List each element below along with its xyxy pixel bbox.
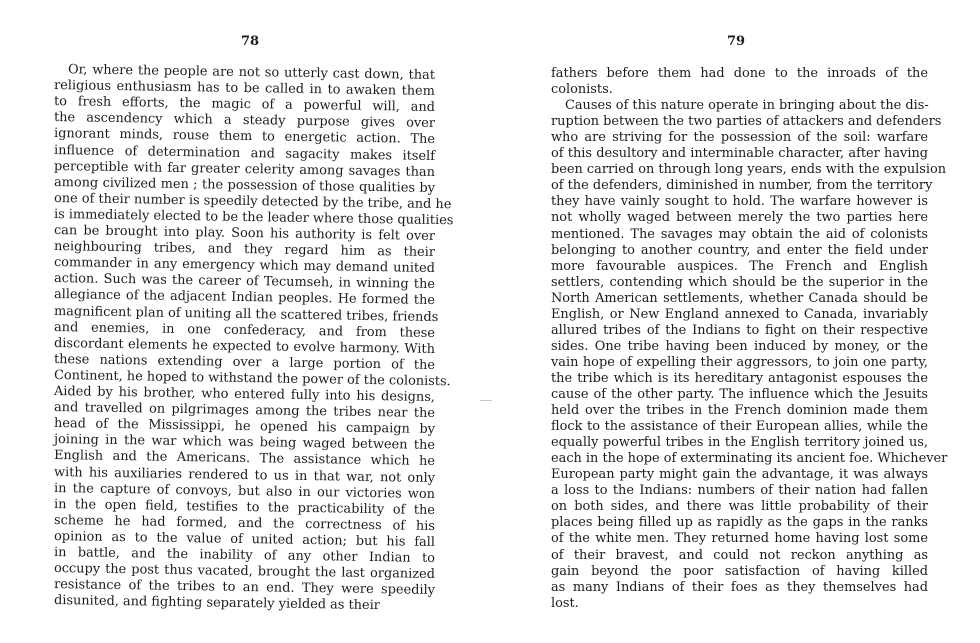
text-line: and enemies, in one confederacy, and from these xyxy=(53,319,436,341)
text-line: these nations extending over a large portion of the xyxy=(53,351,436,373)
text-line: of their bravest, and could not reckon anything as xyxy=(551,547,928,563)
text-line: allegiance of the adjacent Indian peoples. He formed the xyxy=(53,287,436,309)
text-line: been carried on through long years, ends with the expulsion xyxy=(551,162,947,178)
text-line: European party might gain the advantage, it was always xyxy=(551,467,928,483)
text-line: ruption between the two parties of attackers and defenders xyxy=(551,114,942,130)
text-line: sides. One tribe having been induced by money, or the xyxy=(551,338,928,354)
text-line: neighbouring tribes, and they regard him as their xyxy=(53,239,436,261)
text-line: held over the tribes in the French dominion made them xyxy=(551,403,928,419)
text-line: North American settlements, whether Canada should be xyxy=(551,290,928,306)
text-line: to fresh efforts, the magic of a powerful will, and xyxy=(53,94,436,116)
text-line: colonists. xyxy=(551,82,613,98)
text-line: of the white men. They returned home having lost some xyxy=(551,531,928,547)
text-line: mentioned. The savages may obtain the aid of colonists xyxy=(551,226,928,242)
text-line: can be brought into play. Soon his authority is felt over xyxy=(53,223,436,244)
text-line: ignorant minds, rouse them to energetic action. The xyxy=(53,126,436,148)
text-line: a loss to the Indians: numbers of their nation had fallen xyxy=(551,483,928,499)
right-page xyxy=(490,0,980,643)
page-number-right: 79 xyxy=(727,34,746,49)
text-line: English, or New England annexed to Canada, invariably xyxy=(551,306,928,322)
text-line: the tribe which is its hereditary antagonist espouses the xyxy=(551,370,928,386)
text-line: one of their number is speedily detected by the tribe, and he xyxy=(53,190,452,213)
text-line: scheme he had formed, and the correctness of his xyxy=(53,512,436,534)
text-line: in the open field, testifies to the practicability of the xyxy=(53,496,436,518)
text-line: disunited, and fighting separately yielded as their xyxy=(53,593,381,614)
text-line: cause of the other party. The influence which the Jesuits xyxy=(551,387,928,402)
text-line: occupy the post thus vacated, brought the last organized xyxy=(53,561,436,583)
text-line: Aided by his brother, who entered fully into his designs, xyxy=(53,384,436,405)
text-line: opinion as to the value of united action; but his fall xyxy=(53,528,436,550)
text-line: head of the Mississippi, he opened his campaign by xyxy=(53,416,436,438)
text-line: perceptible with far greater celerity among savages than xyxy=(53,158,436,180)
text-line: belonging to another country, and enter the field under xyxy=(551,242,928,258)
text-line: action. Such was the career of Tecumseh, in winning the xyxy=(53,271,436,293)
text-line: fathers before them had done to the inroads of the xyxy=(551,66,928,81)
text-line: discordant elements he expected to evolve harmony. With xyxy=(53,335,436,357)
text-line: on both sides, and there was little probability of their xyxy=(551,499,928,515)
text-line: as many Indians of their foes as they themselves had xyxy=(551,579,928,595)
text-line: commander in any emergency which may demand united xyxy=(53,255,436,277)
text-line: with his auxiliaries rendered to us in that war, not only xyxy=(53,464,436,486)
text-line: influence of determination and sagacity makes itself xyxy=(53,142,436,164)
text-line: among civilized men ; the possession of those qualities by xyxy=(53,174,436,196)
text-line: magnificent plan of uniting all the scattered tribes, friends xyxy=(53,303,439,325)
text-line: Or, where the people are not so utterly cast down, that xyxy=(67,62,436,83)
text-line: English and the Americans. The assistance which he xyxy=(53,448,436,470)
text-line: of the defenders, diminished in number, from the territory xyxy=(551,178,933,194)
text-line: more favourable auspices. The French and English xyxy=(551,258,928,274)
text-line: the ascendency which a steady purpose gives over xyxy=(53,110,436,132)
text-line: Causes of this nature operate in bringing about the dis- xyxy=(565,98,929,114)
text-line: in the capture of convoys, but also in our victories won xyxy=(53,480,436,502)
text-line: flock to the assistance of their European allies, while the xyxy=(551,419,928,435)
text-line: Continent, he hoped to withstand the power of the colonists. xyxy=(53,367,451,390)
text-line: in battle, and the inability of any other Indian to xyxy=(53,545,436,566)
text-line: and travelled on pilgrimages among the tribes near the xyxy=(53,400,436,422)
text-line: who are striving for the possession of the soil: warfare xyxy=(551,130,928,146)
text-line: of this desultory and interminable character, after having xyxy=(551,146,928,162)
text-line: each in the hope of exterminating its ancient foe. Whichever xyxy=(551,451,948,467)
text-line: resistance of the tribes to an end. They were speedily xyxy=(53,577,436,599)
text-line: gain beyond the poor satisfaction of having killed xyxy=(551,563,928,579)
text-line: allured tribes of the Indians to fight on their respective xyxy=(551,322,928,338)
page-number-left: 78 xyxy=(241,34,260,49)
text-line: religious enthusiasm has to be called in to awaken them xyxy=(53,78,436,100)
text-line: settlers, contending which should be the superior in the xyxy=(551,274,928,290)
text-line: places being filled up as rapidly as the gaps in the ranks xyxy=(551,515,928,531)
text-line: they have vainly sought to hold. The warfare however is xyxy=(551,194,928,210)
text-line: joining in the war which was being waged between the xyxy=(53,432,436,454)
text-line: equally powerful tribes in the English territory joined us, xyxy=(551,435,928,451)
text-line: not wholly waged between merely the two parties here xyxy=(551,210,928,226)
text-line: lost. xyxy=(551,595,579,611)
text-line: vain hope of expelling their aggressors, to join one party, xyxy=(551,354,928,370)
text-line: is immediately elected to be the leader where those qualities xyxy=(53,206,454,229)
